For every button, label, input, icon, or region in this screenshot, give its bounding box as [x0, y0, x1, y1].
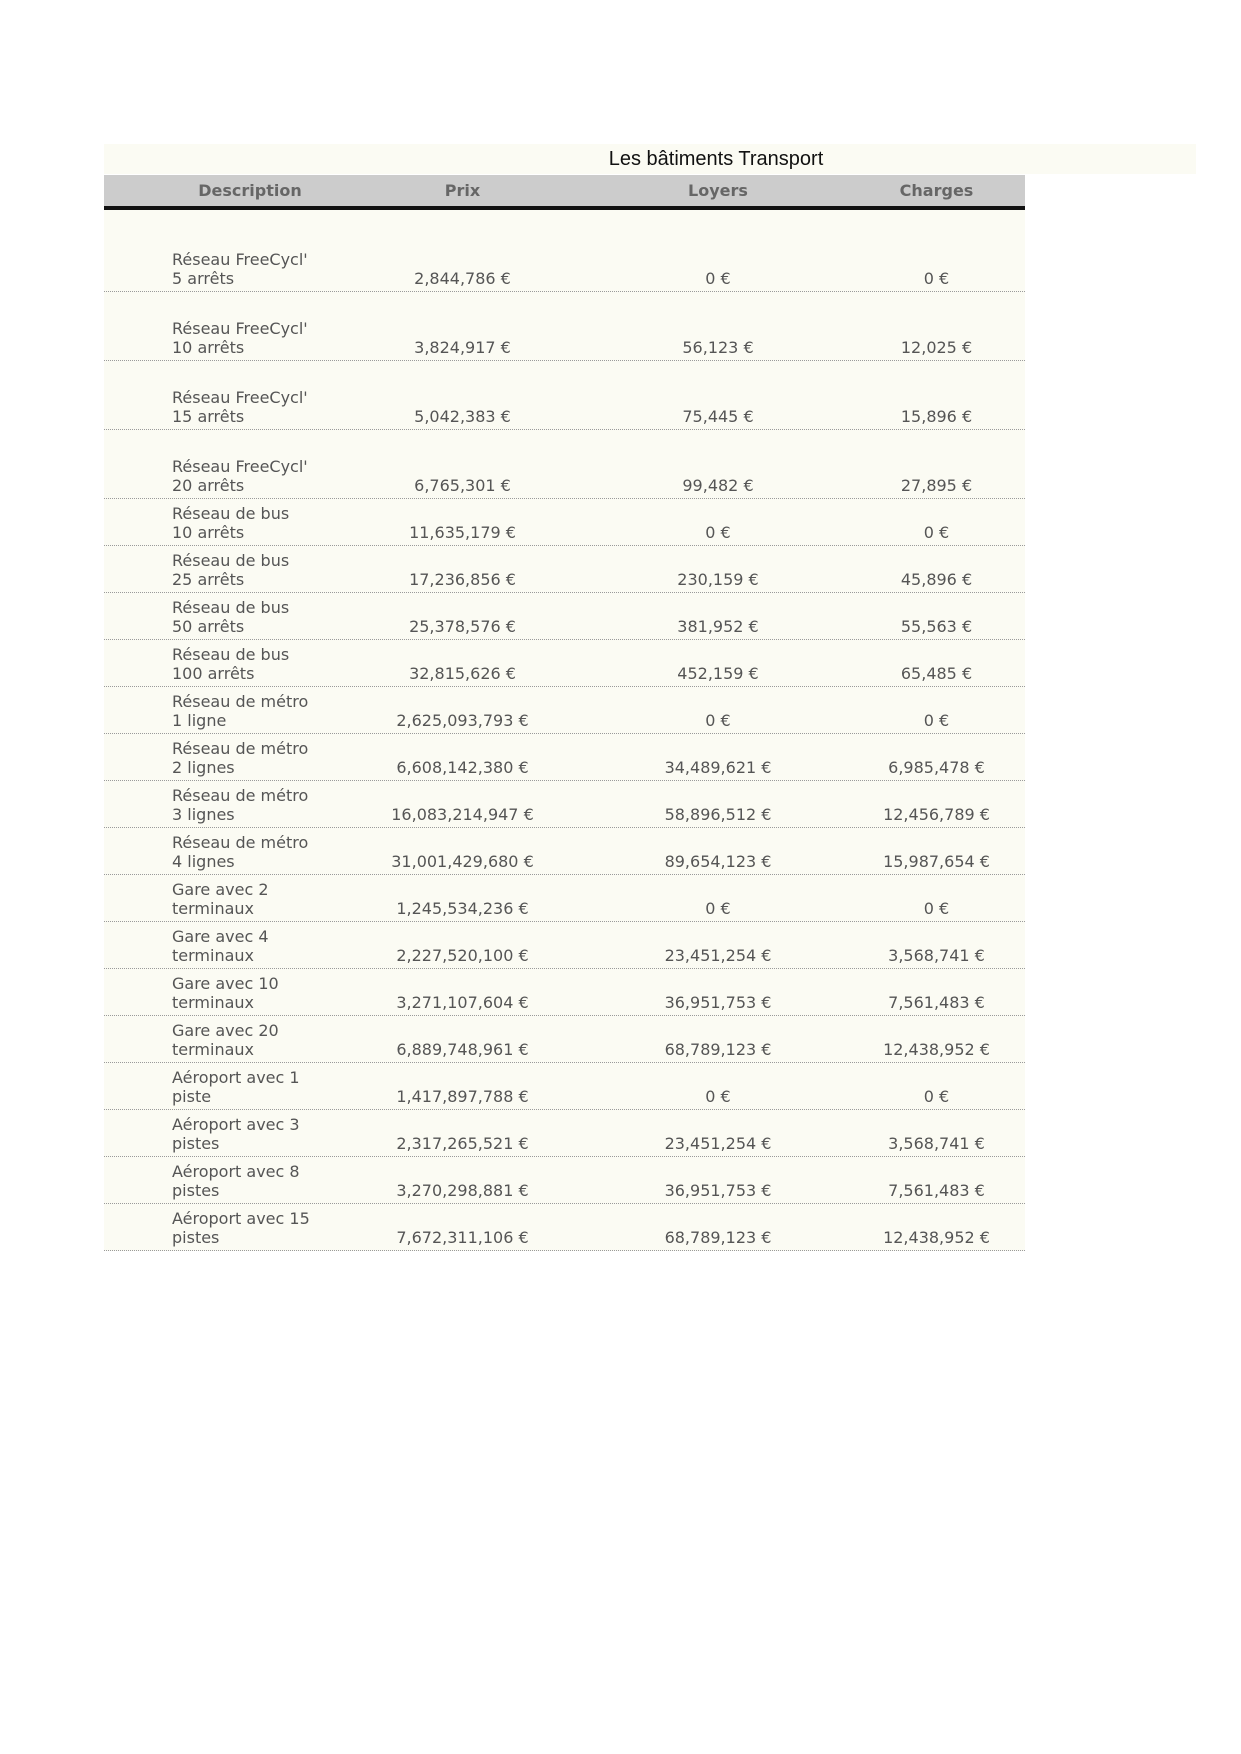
cell-description: [104, 927, 366, 965]
description-name: Réseau FreeCycl': [172, 250, 308, 269]
description-name: Aéroport avec 3: [172, 1115, 300, 1134]
cell-loyers: 58,896,512 €: [664, 805, 772, 824]
description-name: Aéroport avec 15: [172, 1209, 310, 1228]
cell-description: [104, 598, 366, 636]
table-row: [104, 223, 1025, 292]
description-name: Gare avec 20: [172, 1021, 279, 1040]
column-header-charges: Charges: [899, 181, 974, 200]
description-name: Réseau de métro: [172, 739, 309, 758]
cell-charges: 0 €: [923, 269, 950, 288]
cell-charges: 0 €: [923, 711, 950, 730]
cell-charges: 7,561,483 €: [888, 1181, 985, 1200]
description-name: Réseau de bus: [172, 504, 290, 523]
transport-buildings-table: [104, 175, 1025, 1251]
description-detail: terminaux: [172, 1040, 254, 1059]
cell-prix: 16,083,214,947 €: [391, 805, 534, 824]
table-row: [104, 1016, 1025, 1063]
table-row: [104, 781, 1025, 828]
description-name: Réseau de métro: [172, 833, 309, 852]
cell-charges: 12,438,952 €: [883, 1040, 990, 1059]
column-header-description: Description: [198, 181, 302, 200]
table-row: [104, 1157, 1025, 1204]
cell-description: [104, 388, 366, 426]
cell-charges: 3,568,741 €: [888, 946, 985, 965]
cell-charges: 15,987,654 €: [883, 852, 990, 871]
table-row: [104, 1063, 1025, 1110]
cell-charges: 7,561,483 €: [888, 993, 985, 1012]
cell-loyers: 230,159 €: [677, 570, 759, 589]
cell-description: [104, 1209, 366, 1247]
description-detail: 4 lignes: [172, 852, 235, 871]
cell-prix: 31,001,429,680 €: [391, 852, 534, 871]
cell-prix: 2,844,786 €: [414, 269, 511, 288]
description-detail: pistes: [172, 1181, 220, 1200]
description-name: Réseau de métro: [172, 786, 309, 805]
table-row: [104, 687, 1025, 734]
cell-prix: 1,245,534,236 €: [396, 899, 529, 918]
cell-charges: 65,485 €: [900, 664, 973, 683]
description-name: Aéroport avec 1: [172, 1068, 300, 1087]
cell-description: [104, 457, 366, 495]
cell-loyers: 68,789,123 €: [664, 1228, 772, 1247]
table-row: [104, 734, 1025, 781]
cell-description: [104, 880, 366, 918]
cell-prix: 3,824,917 €: [414, 338, 511, 357]
cell-charges: 0 €: [923, 1087, 950, 1106]
cell-prix: 6,765,301 €: [414, 476, 511, 495]
description-detail: terminaux: [172, 946, 254, 965]
description-name: Réseau FreeCycl': [172, 388, 308, 407]
cell-prix: 5,042,383 €: [414, 407, 511, 426]
cell-prix: 7,672,311,106 €: [396, 1228, 529, 1247]
description-detail: 20 arrêts: [172, 476, 245, 495]
description-name: Réseau de bus: [172, 551, 290, 570]
cell-loyers: 381,952 €: [677, 617, 759, 636]
cell-description: [104, 1162, 366, 1200]
cell-description: [104, 1021, 366, 1059]
table-row: [104, 361, 1025, 430]
cell-loyers: 452,159 €: [677, 664, 759, 683]
cell-charges: 12,438,952 €: [883, 1228, 990, 1247]
cell-description: [104, 786, 366, 824]
cell-loyers: 68,789,123 €: [664, 1040, 772, 1059]
page-title: Les bâtiments Transport: [608, 148, 824, 170]
description-name: Aéroport avec 8: [172, 1162, 300, 1181]
column-header-prix: Prix: [444, 181, 481, 200]
description-detail: 15 arrêts: [172, 407, 245, 426]
cell-description: [104, 833, 366, 871]
cell-prix: 3,270,298,881 €: [396, 1181, 529, 1200]
cell-prix: 2,625,093,793 €: [396, 711, 529, 730]
cell-loyers: 99,482 €: [682, 476, 754, 495]
cell-loyers: 0 €: [705, 711, 731, 730]
cell-charges: 12,456,789 €: [883, 805, 990, 824]
cell-description: [104, 551, 366, 589]
description-detail: 5 arrêts: [172, 269, 235, 288]
header-spacer: [104, 210, 1025, 223]
table-row: [104, 499, 1025, 546]
description-detail: 10 arrêts: [172, 338, 245, 357]
cell-description: [104, 319, 366, 357]
cell-loyers: 89,654,123 €: [664, 852, 772, 871]
cell-loyers: 0 €: [705, 269, 731, 288]
description-name: Réseau FreeCycl': [172, 319, 308, 338]
cell-description: [104, 974, 366, 1012]
table-row: [104, 430, 1025, 499]
description-detail: 100 arrêts: [172, 664, 255, 683]
cell-prix: 17,236,856 €: [409, 570, 516, 589]
cell-description: [104, 504, 366, 542]
description-detail: 25 arrêts: [172, 570, 245, 589]
description-detail: pistes: [172, 1228, 220, 1247]
table-row: [104, 292, 1025, 361]
cell-charges: 0 €: [923, 899, 950, 918]
cell-charges: 55,563 €: [900, 617, 973, 636]
description-detail: 2 lignes: [172, 758, 235, 777]
cell-prix: 6,608,142,380 €: [396, 758, 529, 777]
description-detail: 1 ligne: [172, 711, 227, 730]
cell-loyers: 23,451,254 €: [664, 946, 772, 965]
cell-prix: 11,635,179 €: [409, 523, 516, 542]
cell-prix: 32,815,626 €: [409, 664, 516, 683]
table-row: [104, 640, 1025, 687]
table-row: [104, 922, 1025, 969]
cell-loyers: 0 €: [705, 523, 731, 542]
column-header-loyers: Loyers: [688, 181, 748, 200]
description-detail: piste: [172, 1087, 212, 1106]
cell-loyers: 75,445 €: [682, 407, 754, 426]
cell-loyers: 23,451,254 €: [664, 1134, 772, 1153]
table-row: [104, 1110, 1025, 1157]
description-name: Réseau de bus: [172, 598, 290, 617]
table-body: [104, 223, 1025, 1251]
table-row: [104, 969, 1025, 1016]
table-row: [104, 828, 1025, 875]
table-header: [104, 175, 1025, 210]
cell-description: [104, 1068, 366, 1106]
cell-loyers: 36,951,753 €: [664, 993, 772, 1012]
description-name: Gare avec 10: [172, 974, 279, 993]
cell-charges: 3,568,741 €: [888, 1134, 985, 1153]
description-detail: 3 lignes: [172, 805, 235, 824]
cell-charges: 15,896 €: [900, 407, 973, 426]
cell-description: [104, 250, 366, 288]
cell-loyers: 34,489,621 €: [664, 758, 772, 777]
cell-loyers: 0 €: [705, 899, 731, 918]
cell-description: [104, 692, 366, 730]
cell-description: [104, 1115, 366, 1153]
cell-loyers: 36,951,753 €: [664, 1181, 772, 1200]
description-name: Gare avec 2: [172, 880, 269, 899]
description-name: Réseau de bus: [172, 645, 290, 664]
description-name: Gare avec 4: [172, 927, 269, 946]
description-name: Réseau de métro: [172, 692, 309, 711]
cell-description: [104, 739, 366, 777]
cell-prix: 1,417,897,788 €: [396, 1087, 529, 1106]
cell-charges: 27,895 €: [900, 476, 973, 495]
cell-loyers: 56,123 €: [682, 338, 754, 357]
description-detail: 10 arrêts: [172, 523, 245, 542]
cell-description: [104, 645, 366, 683]
description-detail: terminaux: [172, 993, 254, 1012]
cell-charges: 12,025 €: [900, 338, 973, 357]
description-detail: pistes: [172, 1134, 220, 1153]
table-row: [104, 546, 1025, 593]
cell-charges: 6,985,478 €: [888, 758, 985, 777]
cell-charges: 45,896 €: [900, 570, 973, 589]
table-row: [104, 593, 1025, 640]
cell-prix: 2,317,265,521 €: [396, 1134, 529, 1153]
cell-prix: 3,271,107,604 €: [396, 993, 529, 1012]
table-row: [104, 875, 1025, 922]
cell-prix: 25,378,576 €: [409, 617, 516, 636]
cell-charges: 0 €: [923, 523, 950, 542]
table-row: [104, 1204, 1025, 1251]
cell-loyers: 0 €: [705, 1087, 731, 1106]
cell-prix: 6,889,748,961 €: [396, 1040, 529, 1059]
cell-prix: 2,227,520,100 €: [396, 946, 529, 965]
description-name: Réseau FreeCycl': [172, 457, 308, 476]
description-detail: 50 arrêts: [172, 617, 245, 636]
description-detail: terminaux: [172, 899, 254, 918]
